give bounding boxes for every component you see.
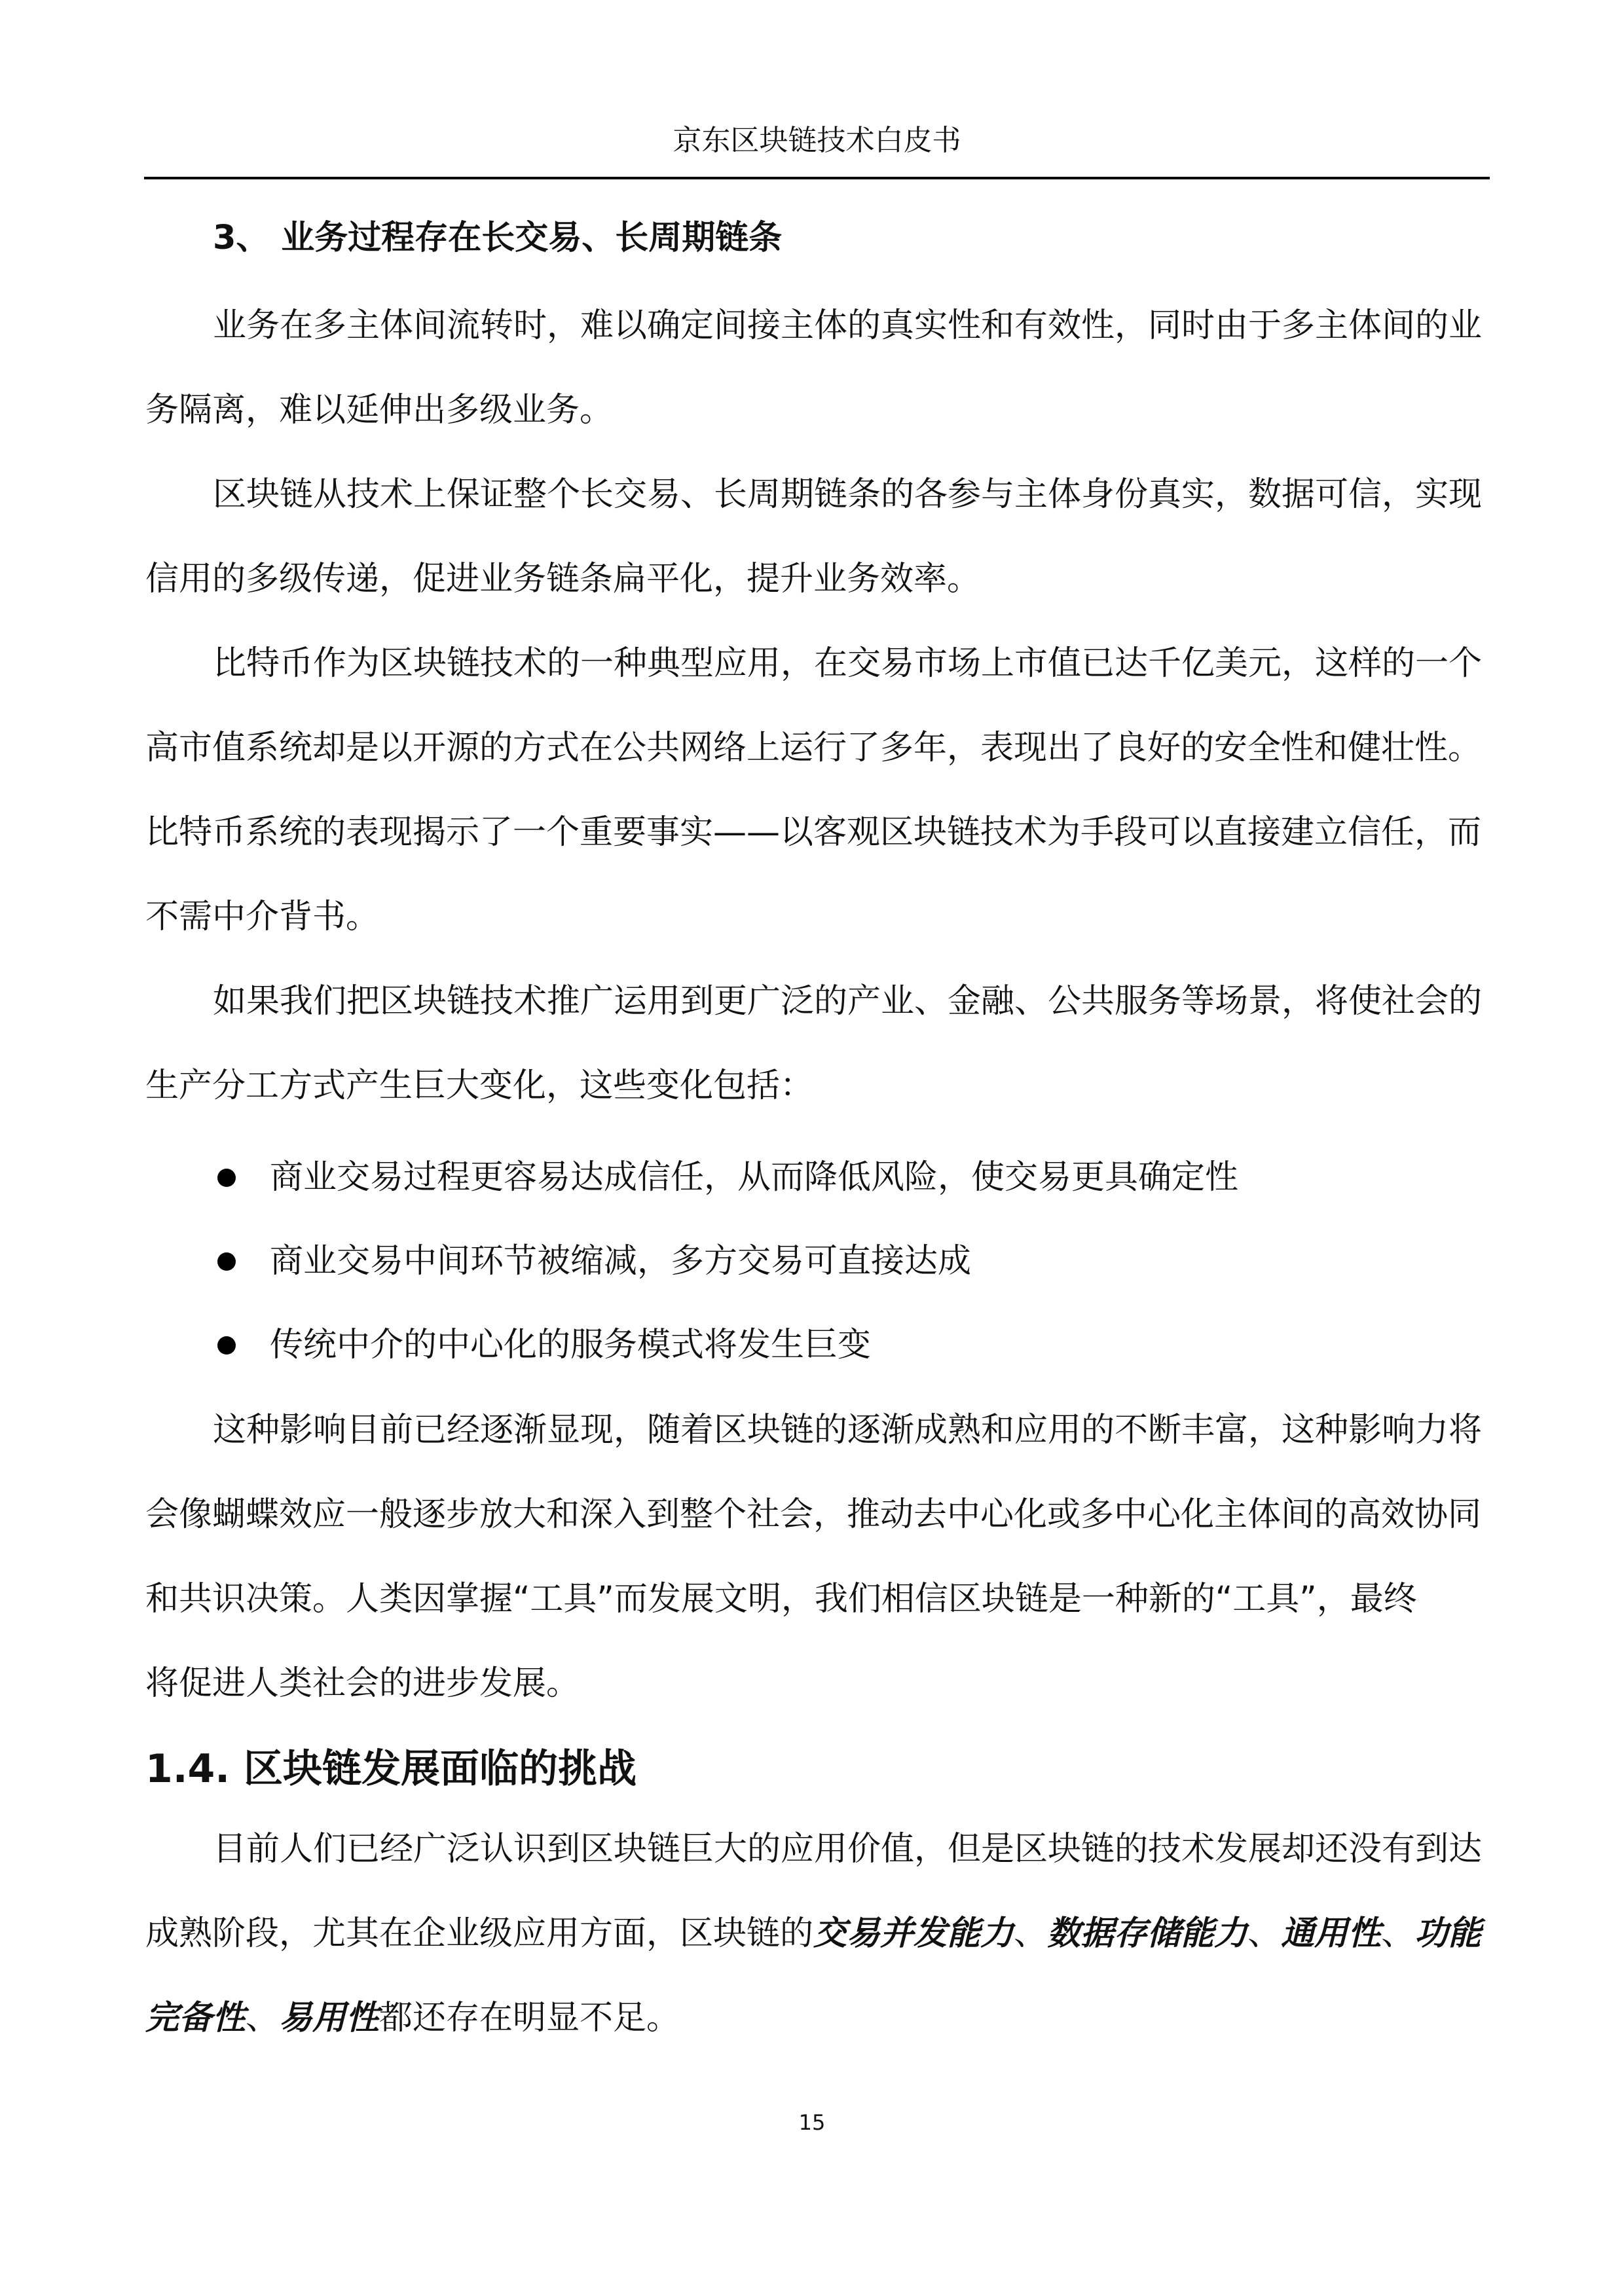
paragraph-line: 区块链从技术上保证整个长交易、长周期链条的各参与主体身份真实，数据可信，实现 — [213, 475, 1483, 514]
paragraph-line: 高市值系统却是以开源的方式在公共网络上运行了多年，表现出了良好的安全性和健壮性。 — [145, 729, 1482, 767]
paragraph-line: 会像蝴蝶效应一般逐步放大和深入到整个社会，推动去中心化或多中心化主体间的高效协同 — [145, 1495, 1482, 1534]
paragraph-line — [145, 1997, 680, 2039]
page-header — [144, 118, 1490, 179]
subheading-text: 业务过程存在长交易、长周期链条 — [281, 219, 783, 257]
paragraph-line: 生产分工方式产生巨大变化，这些变化包括： — [145, 1066, 814, 1105]
paragraph-line: 将促进人类社会的进步发展。 — [145, 1664, 580, 1703]
subheading-number: 3、 — [213, 219, 270, 257]
bullet-item: 传统中介的中心化的服务模式将发生巨变 — [270, 1326, 872, 1364]
separator: 、 — [246, 1999, 280, 2037]
text-run: 都还存在明显不足。 — [379, 1999, 680, 2037]
paragraph-line: 比特币作为区块链技术的一种典型应用，在交易市场上市值已达千亿美元，这样的一个 — [213, 644, 1483, 683]
bullet-icon — [217, 1252, 236, 1271]
paragraph-line: 这种影响目前已经逐渐显现，随着区块链的逐渐成熟和应用的不断丰富，这种影响力将 — [213, 1411, 1483, 1449]
emphasis-term: 功能 — [1414, 1914, 1482, 1953]
bullet-icon — [217, 1336, 236, 1355]
emphasis-term: 数据存储能力 — [1047, 1914, 1248, 1953]
paragraph-line: 和共识决策。人类因掌握“工具”而发展文明，我们相信区块链是一种新的“工具”，最终 — [145, 1580, 1417, 1618]
paragraph-line: 信用的多级传递，促进业务链条扁平化，提升业务效率。 — [145, 560, 981, 598]
emphasis-term: 通用性 — [1281, 1914, 1382, 1953]
separator: 、 — [1247, 1914, 1282, 1953]
paragraph-line: 务隔离，难以延伸出多级业务。 — [145, 391, 614, 429]
bullet-item: 商业交易中间环节被缩减，多方交易可直接达成 — [270, 1242, 972, 1281]
paragraph-line: 不需中介背书。 — [145, 898, 380, 936]
paragraph-line: 比特币系统的表现揭示了一个重要事实——以客观区块链技术为手段可以直接建立信任，而 — [145, 813, 1482, 852]
bullet-item: 商业交易过程更容易达成信任，从而降低风险，使交易更具确定性 — [270, 1158, 1239, 1197]
document-title: 京东区块链技术白皮书 — [673, 124, 961, 157]
emphasis-term: 交易并发能力 — [813, 1914, 1014, 1953]
separator: 、 — [1014, 1914, 1048, 1953]
bullet-icon — [217, 1169, 236, 1187]
subheading-item-3 — [213, 217, 782, 259]
paragraph-line: 目前人们已经广泛认识到区块链巨大的应用价值，但是区块链的技术发展却还没有到达 — [213, 1830, 1483, 1868]
section-heading: 1.4. 区块链发展面临的挑战 — [145, 1746, 637, 1792]
paragraph-line: 如果我们把区块链技术推广运用到更广泛的产业、金融、公共服务等场景，将使社会的 — [213, 982, 1483, 1021]
paragraph-line: 业务在多主体间流转时，难以确定间接主体的真实性和有效性，同时由于多主体间的业 — [213, 306, 1483, 345]
page-number: 15 — [798, 2110, 826, 2135]
emphasis-term: 易用性 — [279, 1999, 380, 2037]
paragraph-line — [145, 1913, 1481, 1955]
emphasis-term: 完备性 — [145, 1999, 246, 2037]
separator: 、 — [1381, 1914, 1415, 1953]
text-run: 成熟阶段，尤其在企业级应用方面，区块链的 — [145, 1914, 814, 1953]
